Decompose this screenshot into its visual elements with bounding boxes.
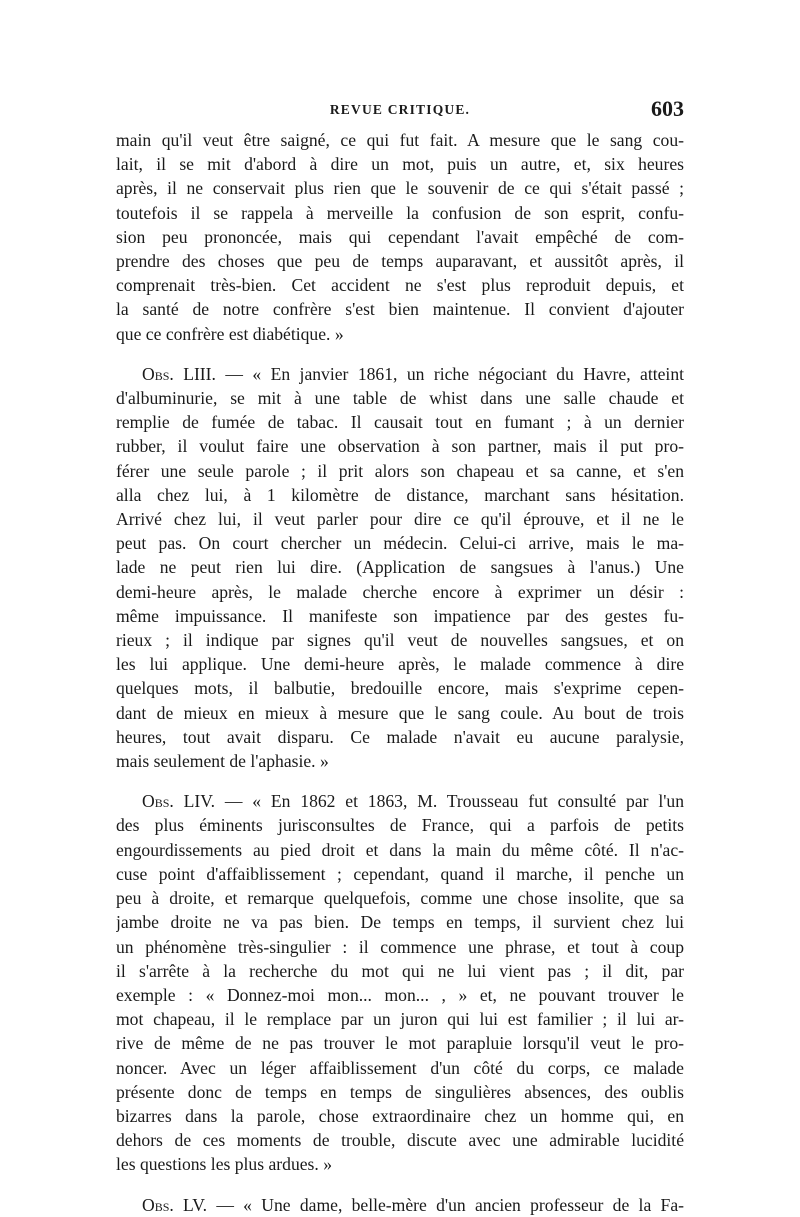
text-line: cuse point d'affaiblissement ; cependant, quand il marche, il penche un: [116, 863, 684, 884]
running-header: [116, 96, 684, 126]
text-line: noncer. Avec un léger affaiblissement d'un côté du corps, ce malade: [116, 1057, 684, 1078]
text-line: demi-heure après, le malade cherche encore à exprimer un désir :: [116, 581, 684, 602]
observation-paragraph: [116, 362, 684, 773]
text-line: férer une seule parole ; il prit alors son chapeau et sa canne, et s'en: [116, 460, 684, 481]
text-line: bizarres dans la parole, chose extraordinaire chez un homme qui, en: [116, 1105, 684, 1126]
text-line: comprenait très-bien. Cet accident ne s'est plus reproduit depuis, et: [116, 275, 684, 296]
text-line: Arrivé chez lui, il veut parler pour dire ce qu'il éprouve, et il ne le: [116, 509, 684, 530]
text-line: un phénomène très-singulier : il commence une phrase, et tout à coup: [116, 936, 684, 957]
paragraph-continuation: [116, 128, 684, 346]
text-line: peu à droite, et remarque quelquefois, comme une chose insolite, que sa: [116, 888, 684, 909]
text-line: peut pas. On court chercher un médecin. Celui-ci arrive, mais le ma-: [116, 533, 684, 554]
text-line: lade ne peut rien lui dire. (Application de sangsues à l'anus.) Une: [116, 557, 684, 578]
page-number: 603: [651, 96, 684, 121]
text-line: rubber, il voulut faire une observation à son partner, mais il put pro-: [116, 436, 684, 457]
text-line: les lui applique. Une demi-heure après, le malade commence à dire: [116, 654, 684, 675]
text-line: [116, 362, 684, 386]
observation-paragraph: [116, 789, 684, 1176]
text-line: main qu'il veut être saigné, ce qui fut fait. A mesure que le sang cou-: [116, 130, 684, 150]
observation-label: Obs. LV.: [142, 1194, 208, 1215]
text-line: présente donc de temps en temps de singulières absences, des oublis: [116, 1081, 684, 1102]
text-line: il s'arrête à la recherche du mot qui ne lui vient pas ; il dit, par: [116, 960, 684, 981]
text-line: exemple : « Donnez-moi mon... mon... , » et, ne pouvant trouver le: [116, 984, 684, 1005]
text-line: sion peu prononcée, mais qui cependant l'avait empêché de com-: [116, 226, 684, 247]
text-fragment: — « En janvier 1861, un riche négociant du Havre, atteint: [225, 363, 684, 384]
text-line: rive de même de ne pas trouver le mot parapluie lorsqu'il veut le pro-: [116, 1033, 684, 1054]
text-line: après, il ne conservait plus rien que le souvenir de ce qui s'était passé ;: [116, 178, 684, 199]
text-line: [116, 1193, 684, 1217]
running-title: REVUE CRITIQUE.: [329, 102, 471, 117]
text-line: lait, il se mit d'abord à dire un mot, puis un autre, et, six heures: [116, 154, 684, 175]
book-page: [116, 96, 684, 1215]
text-line: la santé de notre confrère s'est bien maintenue. Il convient d'ajouter: [116, 299, 684, 320]
observation-paragraph: [116, 1193, 684, 1217]
text-line: heures, tout avait disparu. Ce malade n'avait eu aucune paralysie,: [116, 726, 684, 747]
body-text: [116, 128, 684, 1217]
text-fragment: — « Une dame, belle-mère d'un ancien professeur de la Fa-: [216, 1194, 684, 1215]
text-line: même impuissance. Il manifeste son impatience par des gestes fu-: [116, 605, 684, 626]
observation-label: Obs. LIII.: [142, 363, 216, 384]
text-line: dehors de ces moments de trouble, discute avec une admirable lucidité: [116, 1130, 684, 1151]
observation-label: Obs. LIV.: [142, 791, 216, 812]
text-line: jambe droite ne va pas bien. De temps en temps, il survient chez lui: [116, 912, 684, 933]
text-line: remplie de fumée de tabac. Il causait tout en fumant ; à un dernier: [116, 412, 684, 433]
text-line: que ce confrère est diabétique. »: [116, 323, 344, 344]
text-line: prendre des choses que peu de temps auparavant, et aussitôt après, il: [116, 251, 684, 272]
text-line: les questions les plus ardues. »: [116, 1154, 332, 1175]
text-line: mais seulement de l'aphasie. »: [116, 751, 329, 772]
text-fragment: — « En 1862 et 1863, M. Trousseau fut consulté par l'un: [224, 791, 684, 812]
text-line: engourdissements au pied droit et dans la main du même côté. Il n'ac-: [116, 839, 684, 860]
text-line: rieux ; il indique par signes qu'il veut de nouvelles sangsues, et on: [116, 630, 684, 651]
text-line: toutefois il se rappela à merveille la confusion de son esprit, confu-: [116, 202, 684, 223]
text-line: des plus éminents jurisconsultes de France, qui a parfois de petits: [116, 815, 684, 836]
text-line: [116, 789, 684, 813]
text-line: alla chez lui, à 1 kilomètre de distance, marchant sans hésitation.: [116, 484, 684, 505]
text-line: mot chapeau, il le remplace par un juron qui lui est familier ; il lui ar-: [116, 1009, 684, 1030]
text-line: d'albuminurie, se mit à une table de whist dans une salle chaude et: [116, 388, 684, 409]
text-line: quelques mots, il balbutie, bredouille encore, mais s'exprime cepen-: [116, 678, 684, 699]
text-line: dant de mieux en mieux à mesure que le sang coule. Au bout de trois: [116, 702, 684, 723]
